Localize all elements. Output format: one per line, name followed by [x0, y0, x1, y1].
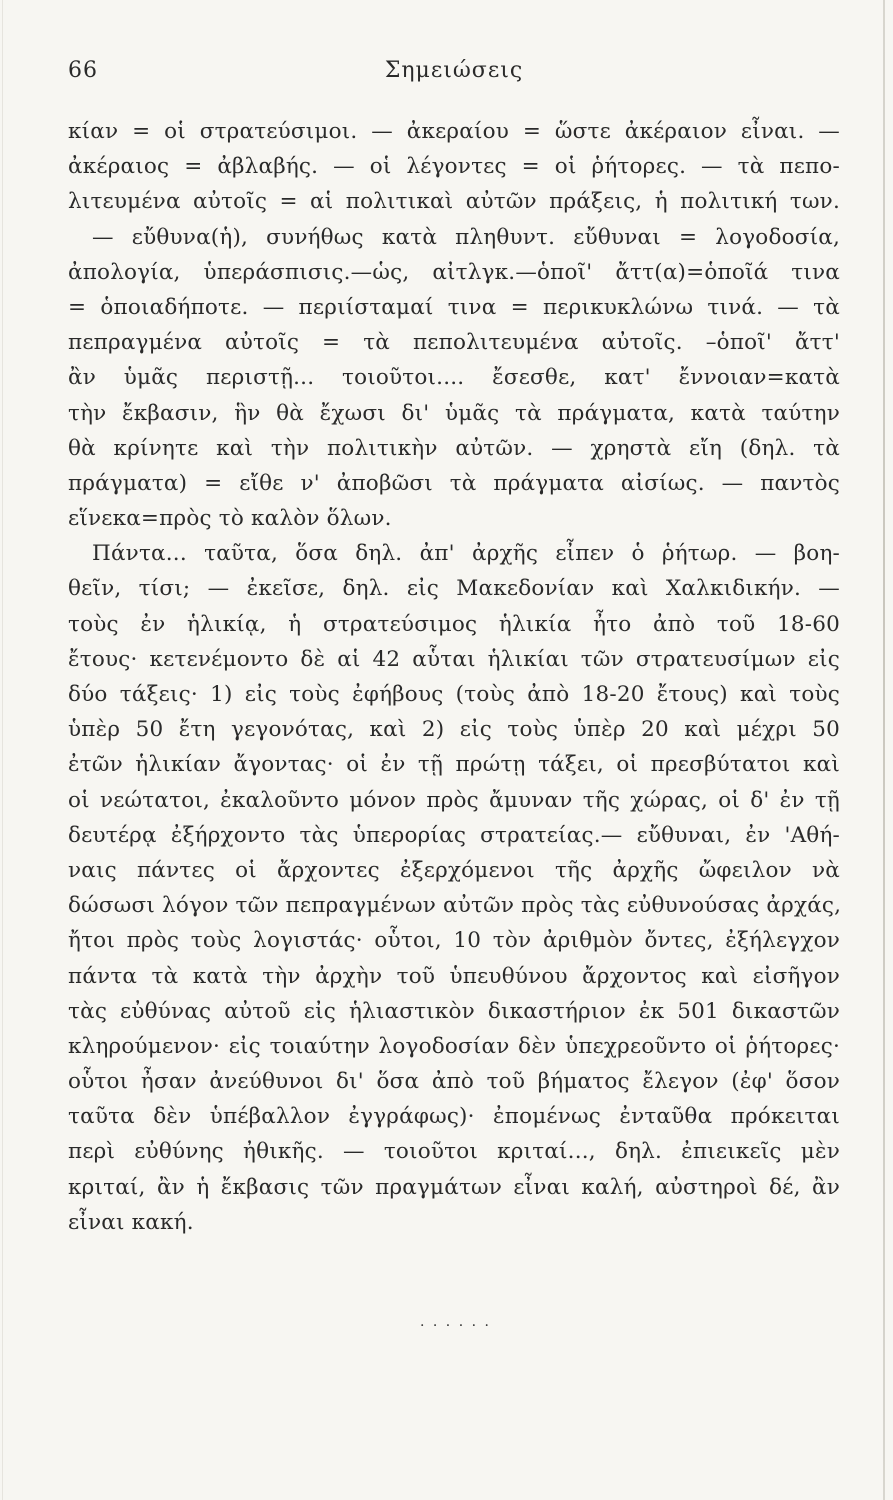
text-line: ταῦτα δὲν ὑπέβαλλον ἐγγράφως)· ἐπομένως ἐνταῦθα πρόκειται [68, 1104, 840, 1130]
text-line: περὶ εὐθύνης ἠθικῆς. — τοιοῦτοι κριταί..., δηλ. ἐπιεικεῖς μὲν [68, 1139, 840, 1165]
text-line: τὴν ἔκβασιν, ἣν θὰ ἔχωσι δι' ὑμᾶς τὰ πράγματα, κατὰ ταύτην [68, 400, 840, 426]
text-line: πάντα τὰ κατὰ τὴν ἀρχὴν τοῦ ὑπευθύνου ἄρχοντος καὶ εἰσῆγον [68, 963, 840, 989]
text-line: λιτευμένα αὐτοῖς = αἱ πολιτικαὶ αὐτῶν πράξεις, ἡ πολιτική των. [68, 189, 840, 215]
text-line: ναις πάντες οἱ ἄρχοντες ἐξερχόμενοι τῆς ἀρχῆς ὤφειλον νὰ [68, 857, 840, 883]
text-line: εἶναι κακή. [68, 1209, 194, 1235]
text-line: τοὺς ἐν ἡλικίᾳ, ἡ στρατεύσιμος ἡλικία ἦτο ἀπὸ τοῦ 18-60 [68, 611, 840, 637]
body-text [68, 114, 840, 1240]
text-line: ἔτους· κετενέμοντο δὲ αἱ 42 αὗται ἡλικίαι τῶν στρατευσίμων εἰς [68, 646, 840, 672]
text-line: — εὔθυνα(ἡ), συνήθως κατὰ πληθυντ. εὔθυναι = λογοδοσία, [92, 224, 840, 250]
text-line: κίαν = οἱ στρατεύσιμοι. — ἀκεραίου = ὥστε ἀκέραιον εἶναι. — [68, 119, 840, 144]
footer-ornament: · · · · · · [420, 1318, 491, 1334]
text-line: τὰς εὐθύνας αὐτοῦ εἰς ἡλιαστικὸν δικαστήριον ἐκ 501 δικαστῶν [68, 998, 840, 1024]
text-line: πράγματα) = εἴθε ν' ἀποβῶσι τὰ πράγματα αἰσίως. — παντὸς [68, 470, 840, 496]
text-line: πεπραγμένα αὐτοῖς = τὰ πεπολιτευμένα αὐτοῖς. –ὁποῖ' ἄττ' [68, 330, 840, 356]
text-line: ἀπολογία, ὑπεράσπισις.—ὡς, αἰτλγκ.—ὁποῖ' ἄττ(α)=ὁποῖά τινα [68, 259, 840, 285]
text-line: δύο τάξεις· 1) εἰς τοὺς ἐφήβους (τοὺς ἀπὸ 18-20 ἔτους) καὶ τοὺς [68, 682, 840, 707]
text-line: Πάντα... ταῦτα, ὅσα δηλ. ἀπ' ἀρχῆς εἶπεν ὁ ῥήτωρ. — βοη- [92, 541, 840, 567]
page-number: 66 [68, 58, 98, 83]
text-line: κληρούμενον· εἰς τοιαύτην λογοδοσίαν δὲν ὑπεχρεοῦντο οἱ ῥήτορες· [68, 1033, 840, 1059]
text-line: ἂν ὑμᾶς περιστῇ... τοιοῦτοι.... ἔσεσθε, κατ' ἔννοιαν=κατὰ [68, 365, 840, 391]
text-line: οὗτοι ἦσαν ἀνεύθυνοι δι' ὅσα ἀπὸ τοῦ βήματος ἔλεγον (ἐφ' ὅσον [68, 1069, 840, 1095]
text-line: δευτέρᾳ ἐξήρχοντο τὰς ὑπερορίας στρατείας.— εὔθυναι, ἐν 'Αθή- [68, 822, 840, 848]
page-left-edge [2, 0, 3, 1500]
text-line: οἱ νεώτατοι, ἐκαλοῦντο μόνον πρὸς ἄμυναν τῆς χώρας, οἱ δ' ἐν τῇ [68, 787, 840, 813]
text-line: = ὁποιαδήποτε. — περιίσταμαί τινα = περικυκλώνω τινά. — τὰ [68, 294, 840, 320]
text-line: κριταί, ἂν ἡ ἔκβασις τῶν πραγμάτων εἶναι καλή, αὐστηροὶ δέ, ἂν [68, 1174, 840, 1200]
text-line: εἵνεκα=πρὸς τὸ καλὸν ὅλων. [68, 506, 392, 532]
text-line: ἤτοι πρὸς τοὺς λογιστάς· οὗτοι, 10 τὸν ἀριθμὸν ὄντες, ἐξήλεγχον [68, 928, 840, 954]
text-line: ἀκέραιος = ἀβλαβής. — οἱ λέγοντες = οἱ ῥήτορες. — τὰ πεπο- [68, 154, 840, 180]
text-line: θὰ κρίνητε καὶ τὴν πολιτικὴν αὐτῶν. — χρηστὰ εἴη (δηλ. τὰ [68, 435, 840, 461]
text-line: ὑπὲρ 50 ἔτη γεγονότας, καὶ 2) εἰς τοὺς ὑπὲρ 20 καὶ μέχρι 50 [68, 717, 840, 743]
text-line: δώσωσι λόγον τῶν πεπραγμένων αὐτῶν πρὸς τὰς εὐθυνούσας ἀρχάς, [68, 893, 842, 919]
page-right-edge [883, 0, 885, 1500]
running-head: Σημειώσεις [384, 58, 524, 83]
page-header [68, 58, 840, 88]
text-line: θεῖν, τίσι; — ἐκεῖσε, δηλ. εἰς Μακεδονίαν καὶ Χαλκιδικήν. — [68, 576, 840, 602]
text-line: ἐτῶν ἡλικίαν ἄγοντας· οἱ ἐν τῇ πρώτῃ τάξει, οἱ πρεσβύτατοι καὶ [68, 752, 840, 778]
